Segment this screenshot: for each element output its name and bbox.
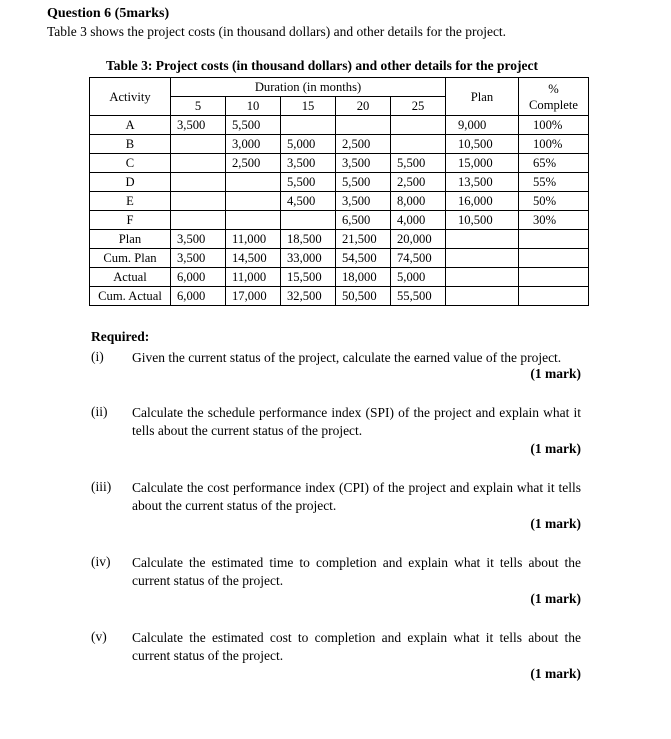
cost-cell: 6,500 [336, 211, 391, 230]
item-mark: (1 mark) [530, 666, 581, 681]
item-number: (iii) [91, 479, 112, 494]
cost-cell: 54,500 [336, 249, 391, 268]
month-header: 20 [336, 97, 391, 116]
cost-cell: 11,000 [226, 230, 281, 249]
pct-complete-cell [519, 287, 589, 306]
pct-complete-cell: 30% [519, 211, 589, 230]
cost-cell [226, 211, 281, 230]
item-number: (i) [91, 349, 104, 364]
plan-cell [446, 230, 519, 249]
row-label: A [90, 116, 171, 135]
pct-complete-cell [519, 249, 589, 268]
item-number: (v) [91, 629, 107, 644]
table-row [90, 173, 589, 192]
row-label: E [90, 192, 171, 211]
question-intro: Table 3 shows the project costs (in thousand dollars) and other details for the project. [47, 24, 507, 39]
item-text: Calculate the cost performance index (CPI) of the project and explain what it tells about the current status of the project. [132, 480, 581, 513]
cost-cell: 15,500 [281, 268, 336, 287]
cost-cell: 14,500 [226, 249, 281, 268]
question-title: Question 6 (5marks) [47, 6, 170, 21]
cost-cell: 5,500 [391, 154, 446, 173]
header-pct-label: Complete [529, 97, 578, 112]
row-label: B [90, 135, 171, 154]
cost-cell: 17,000 [226, 287, 281, 306]
cost-cell [391, 135, 446, 154]
table-row [90, 287, 589, 306]
cost-cell: 3,000 [226, 135, 281, 154]
cost-cell [171, 173, 226, 192]
row-label: Plan [90, 230, 171, 249]
cost-cell [171, 211, 226, 230]
plan-cell: 13,500 [446, 173, 519, 192]
cost-cell: 55,500 [391, 287, 446, 306]
cost-cell: 3,500 [281, 154, 336, 173]
pct-complete-cell: 100% [519, 135, 589, 154]
item-mark: (1 mark) [530, 516, 581, 531]
cost-cell: 74,500 [391, 249, 446, 268]
cost-cell: 18,000 [336, 268, 391, 287]
cost-cell: 5,500 [226, 116, 281, 135]
month-header: 25 [391, 97, 446, 116]
table-row [90, 249, 589, 268]
plan-cell [446, 287, 519, 306]
table-header-row [90, 78, 589, 97]
plan-cell [446, 268, 519, 287]
cost-cell: 3,500 [336, 154, 391, 173]
month-header: 15 [281, 97, 336, 116]
pct-complete-cell [519, 230, 589, 249]
header-pct-complete [519, 78, 589, 116]
row-label: Cum. Actual [90, 287, 171, 306]
cost-cell [226, 192, 281, 211]
row-label: Cum. Plan [90, 249, 171, 268]
cost-cell: 6,000 [171, 268, 226, 287]
cost-cell: 6,000 [171, 287, 226, 306]
pct-complete-cell [519, 268, 589, 287]
required-heading: Required: [91, 329, 150, 344]
table-row [90, 211, 589, 230]
cost-cell: 3,500 [336, 192, 391, 211]
pct-complete-cell: 65% [519, 154, 589, 173]
cost-cell: 21,500 [336, 230, 391, 249]
cost-cell: 3,500 [171, 249, 226, 268]
month-header: 5 [171, 97, 226, 116]
header-duration: Duration (in months) [171, 78, 446, 97]
item-text: Calculate the schedule performance index (SPI) of the project and explain what it tells about the current status of the project. [132, 405, 581, 438]
cost-cell [391, 116, 446, 135]
item-text: Calculate the estimated cost to completion and explain what it tells about the current status of the project. [132, 630, 581, 663]
table-row [90, 135, 589, 154]
plan-cell: 15,000 [446, 154, 519, 173]
cost-cell: 5,500 [336, 173, 391, 192]
row-label: C [90, 154, 171, 173]
table-row [90, 268, 589, 287]
cost-cell [171, 135, 226, 154]
item-mark: (1 mark) [530, 591, 581, 606]
cost-cell [171, 192, 226, 211]
plan-cell: 9,000 [446, 116, 519, 135]
item-text: Calculate the estimated time to completion and explain what it tells about the current status of the project. [132, 555, 581, 588]
header-plan: Plan [446, 78, 519, 116]
plan-cell: 10,500 [446, 135, 519, 154]
table-row [90, 116, 589, 135]
cost-cell [281, 116, 336, 135]
cost-cell [281, 211, 336, 230]
plan-cell [446, 249, 519, 268]
cost-cell [226, 173, 281, 192]
cost-cell: 4,500 [281, 192, 336, 211]
cost-cell: 3,500 [171, 116, 226, 135]
cost-cell: 2,500 [336, 135, 391, 154]
table-row [90, 154, 589, 173]
cost-cell: 3,500 [171, 230, 226, 249]
cost-cell: 8,000 [391, 192, 446, 211]
table-row [90, 192, 589, 211]
item-mark: (1 mark) [530, 441, 581, 456]
month-header: 10 [226, 97, 281, 116]
cost-cell: 5,000 [281, 135, 336, 154]
plan-cell: 10,500 [446, 211, 519, 230]
pct-complete-cell: 55% [519, 173, 589, 192]
row-label: D [90, 173, 171, 192]
item-number: (ii) [91, 404, 108, 419]
item-text: Given the current status of the project, calculate the earned value of the project. [132, 350, 562, 365]
plan-cell: 16,000 [446, 192, 519, 211]
project-costs-table [89, 77, 589, 306]
table-caption: Table 3: Project costs (in thousand dollars) and other details for the project [106, 58, 538, 73]
cost-cell: 18,500 [281, 230, 336, 249]
cost-cell: 2,500 [391, 173, 446, 192]
cost-cell: 2,500 [226, 154, 281, 173]
cost-cell: 5,000 [391, 268, 446, 287]
header-activity: Activity [90, 78, 171, 116]
header-pct-symbol: % [548, 81, 559, 96]
pct-complete-cell: 100% [519, 116, 589, 135]
cost-cell [336, 116, 391, 135]
row-label: F [90, 211, 171, 230]
item-number: (iv) [91, 554, 111, 569]
cost-cell: 5,500 [281, 173, 336, 192]
table-row [90, 230, 589, 249]
cost-cell: 11,000 [226, 268, 281, 287]
row-label: Actual [90, 268, 171, 287]
cost-cell: 4,000 [391, 211, 446, 230]
item-mark: (1 mark) [530, 366, 581, 381]
cost-cell: 20,000 [391, 230, 446, 249]
cost-cell: 32,500 [281, 287, 336, 306]
cost-cell [171, 154, 226, 173]
cost-cell: 50,500 [336, 287, 391, 306]
pct-complete-cell: 50% [519, 192, 589, 211]
cost-cell: 33,000 [281, 249, 336, 268]
